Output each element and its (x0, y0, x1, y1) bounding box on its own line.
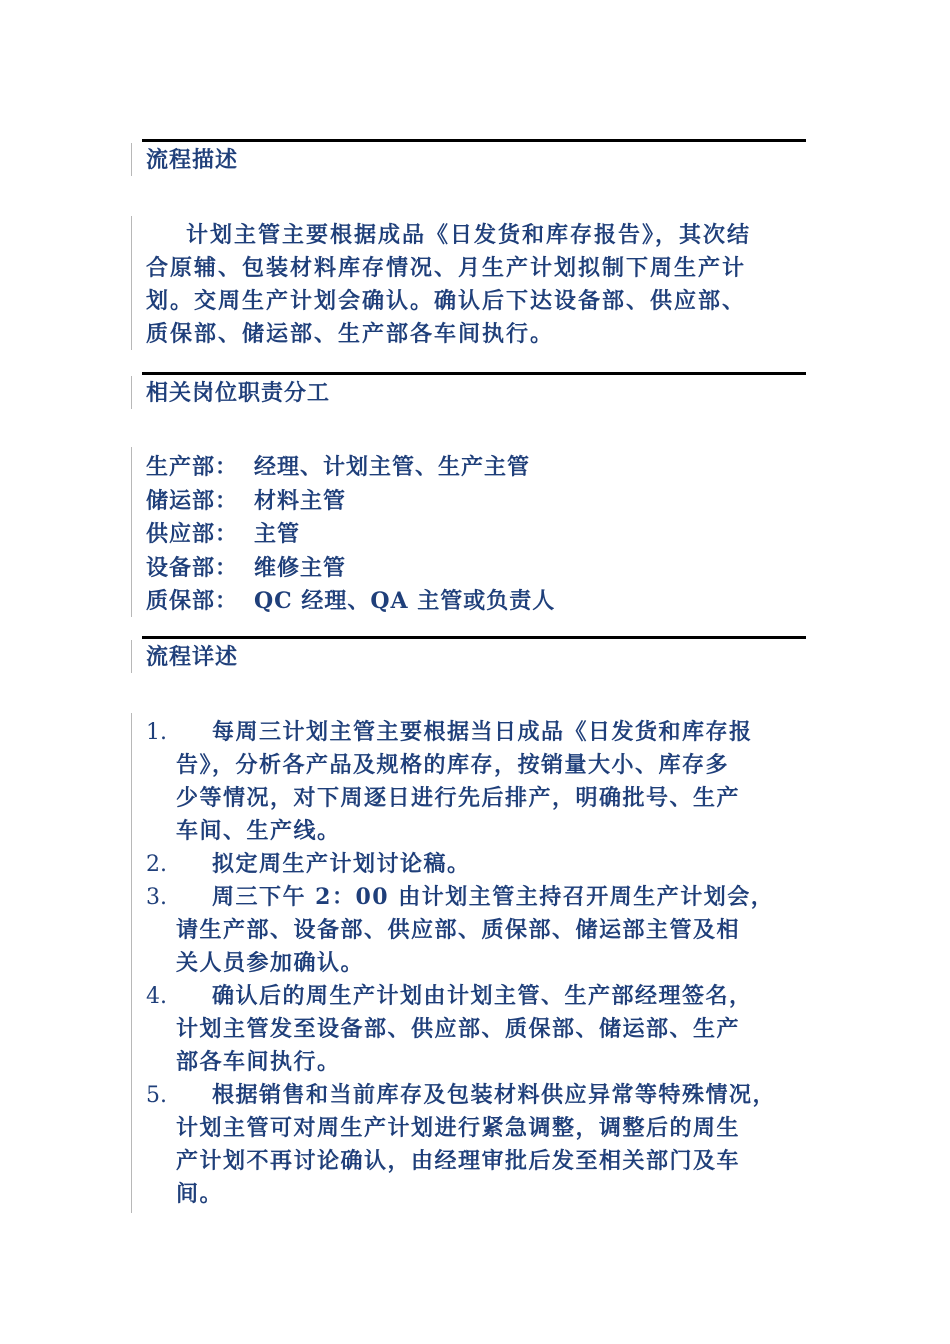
step-line: 拟定周生产计划讨论稿。 (212, 851, 471, 877)
step-line: 周三下午 2：00 由计划主管主持召开周生产计划会， (212, 884, 775, 910)
step-line: 计划主管可对周生产计划进行紧急调整，调整后的周生 (176, 1115, 741, 1141)
step-line: 每周三计划主管主要根据当日成品《日发货和库存报 (212, 719, 753, 745)
duty-roles: 维修主管 (254, 554, 347, 581)
step-item (146, 881, 826, 980)
duty-dept: 质保部： (146, 588, 239, 614)
duty-dept: 供应部： (146, 521, 239, 547)
step-number: 1. (146, 720, 167, 745)
duty-row (146, 451, 555, 485)
step-line: 告》，分析各产品及规格的库存，按销量大小、库存多 (176, 752, 730, 778)
step-item (146, 848, 826, 881)
duty-roles: 材料主管 (254, 487, 347, 514)
list-bar-duties (131, 447, 132, 617)
step-item (146, 1079, 826, 1211)
heading-bar-description (131, 143, 132, 176)
description-line: 合原辅、包装材料库存情况、月生产计划拟制下周生产计 (146, 255, 747, 281)
duty-dept: 设备部： (146, 554, 239, 581)
description-line: 质保部、储运部、生产部各车间执行。 (146, 321, 555, 347)
step-line: 车间、生产线。 (176, 818, 341, 844)
duty-roles: 经理、计划主管、生产主管 (254, 454, 531, 480)
section-rule-duties (142, 372, 806, 375)
heading-description: 流程描述 (146, 147, 239, 173)
step-line: 确认后的周生产计划由计划主管、生产部经理签名， (212, 983, 753, 1009)
duty-row (146, 552, 555, 586)
list-bar-details (131, 713, 132, 1213)
step-number: 3. (146, 885, 167, 910)
step-item (146, 716, 826, 848)
duties-list (146, 451, 555, 619)
step-line: 请生产部、设备部、供应部、质保部、储运部主管及相 (176, 917, 741, 943)
description-line: 划。交周生产计划会确认。确认后下达设备部、供应部、 (146, 288, 747, 314)
heading-details: 流程详述 (146, 644, 239, 670)
duty-roles: 主管 (254, 521, 301, 547)
step-line: 关人员参加确认。 (176, 950, 365, 976)
step-item (146, 980, 826, 1079)
heading-bar-details (131, 640, 132, 673)
duty-dept: 生产部： (146, 454, 239, 480)
description-line: 计划主管主要根据成品《日发货和库存报告》，其次结 (186, 222, 752, 248)
step-number: 5. (146, 1083, 167, 1108)
step-number: 4. (146, 984, 167, 1009)
step-line: 部各车间执行。 (176, 1049, 341, 1075)
step-number: 2. (146, 852, 167, 877)
duty-row (146, 485, 555, 519)
steps-list (146, 716, 826, 1211)
duty-dept: 储运部： (146, 487, 239, 514)
step-line: 根据销售和当前库存及包装材料供应异常等特殊情况， (212, 1082, 777, 1108)
heading-bar-duties (131, 376, 132, 409)
paragraph-bar-description (131, 216, 132, 350)
step-line: 间。 (176, 1181, 224, 1207)
heading-duties: 相关岗位职责分工 (146, 380, 331, 406)
step-line: 计划主管发至设备部、供应部、质保部、储运部、生产 (176, 1016, 741, 1042)
description-paragraph (146, 219, 810, 351)
duty-row (146, 585, 555, 619)
section-rule-details (142, 636, 806, 639)
duty-row (146, 518, 555, 552)
section-rule-description (142, 139, 806, 142)
duty-roles: QC 经理、QA 主管或负责人 (254, 588, 556, 614)
step-line: 少等情况，对下周逐日进行先后排产，明确批号、生产 (176, 785, 741, 811)
step-line: 产计划不再讨论确认，由经理审批后发至相关部门及车 (176, 1148, 741, 1174)
